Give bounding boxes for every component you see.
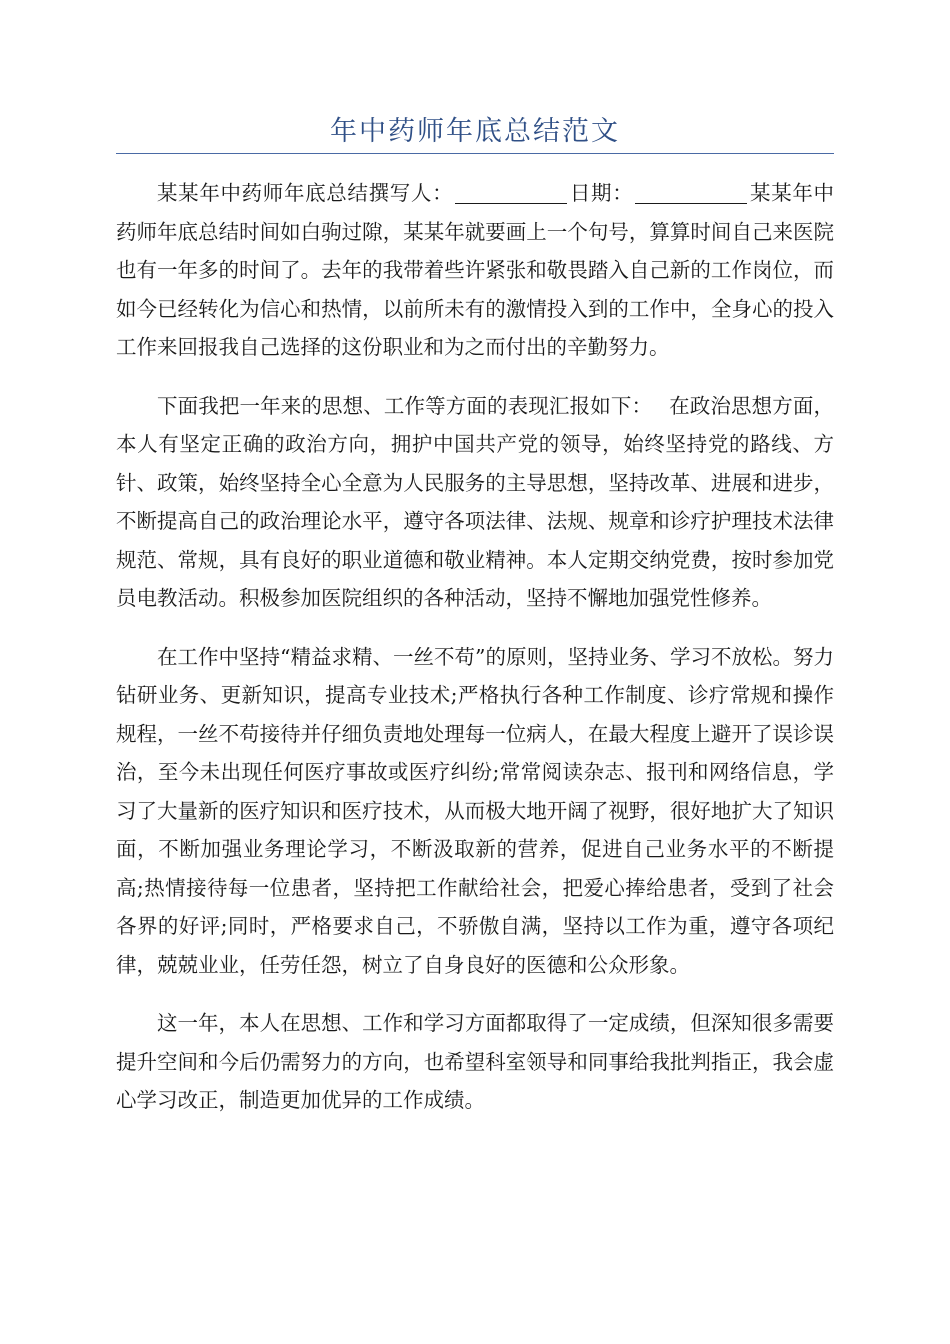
paragraph-intro-text: 某某年中药师年底总结时间如白驹过隙，某某年就要画上一个句号，算算时间自己来医院也有一年多的时间了。去年的我带着些许紧张和敬畏踏入自己新的工作岗位，而如今已经转化为信心和热情，以前所未有的激情投入到的工作中，全身心的投入工作来回报我自己选择的这份职业和为之而付出的辛勤努力。: [116, 181, 835, 359]
author-label: 某某年中药师年底总结撰写人：: [157, 181, 454, 205]
paragraph-intro: [116, 174, 834, 367]
paragraph-political: 下面我把一年来的思想、工作等方面的表现汇报如下： 在政治思想方面，本人有坚定正确的政治方向，拥护中国共产党的领导，始终坚持党的路线、方针、政策，始终坚持全心全意为人民服务的主导思想，坚持改革、进展和进步，不断提高自己的政治理论水平，遵守各项法律、法规、规章和诊疗护理技术法律规范、常规，具有良好的职业道德和敬业精神。本人定期交纳党费，按时参加党员电教活动。积极参加医院组织的各种活动，坚持不懈地加强党性修养。: [116, 393, 834, 610]
title-underline: [116, 153, 834, 154]
date-label: 日期：: [569, 181, 634, 205]
author-blank: [455, 181, 567, 204]
document-title: 年中药师年底总结范文: [330, 116, 620, 147]
document-body: [116, 174, 834, 1140]
paragraph-work: 在工作中坚持“精益求精、一丝不苟”的原则，坚持业务、学习不放松。努力钻研业务、更新知识，提高专业技术;严格执行各种工作制度、诊疗常规和操作规程，一丝不苟接待并仔细负责地处理每一位病人，在最大程度上避开了误诊误治，至今未出现任何医疗事故或医疗纠纷;常常阅读杂志、报刊和网络信息，学习了大量新的医疗知识和医疗技术，从而极大地开阔了视野，很好地扩大了知识面，不断加强业务理论学习，不断汲取新的营养，促进自己业务水平的不断提高;热情接待每一位患者，坚持把工作献给社会，把爱心捧给患者，受到了社会各界的好评;同时，严格要求自己，不骄傲自满，坚持以工作为重，遵守各项纪律，兢兢业业，任劳任怨，树立了自身良好的医德和公众形象。: [116, 644, 834, 977]
date-blank: [635, 181, 747, 204]
paragraph-conclusion: 这一年，本人在思想、工作和学习方面都取得了一定成绩，但深知很多需要提升空间和今后仍需努力的方向，也希望科室领导和同事给我批判指正，我会虚心学习改正，制造更加优异的工作成绩。: [116, 1011, 834, 1112]
